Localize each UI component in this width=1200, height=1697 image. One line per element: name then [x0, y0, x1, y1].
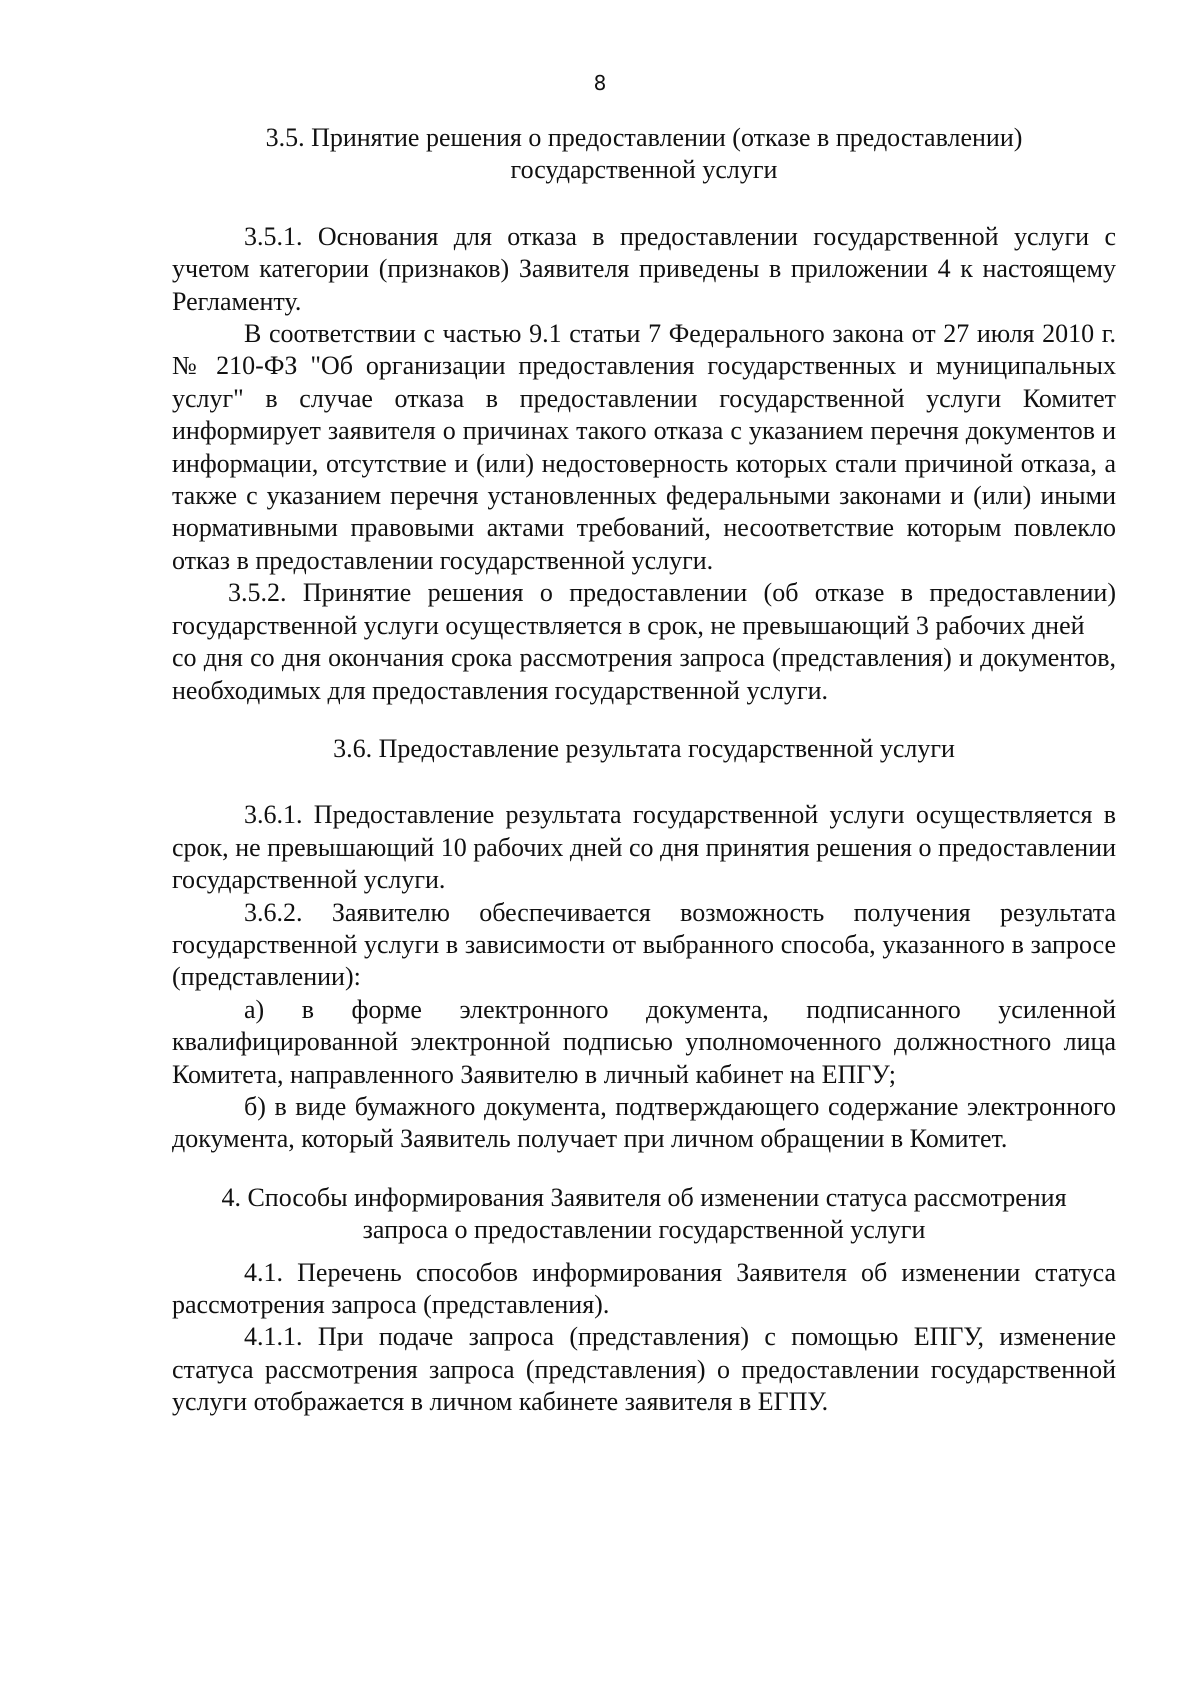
paragraph-3-5-2: 3.5.2. Принятие решения о предоставлении (об отказе в предоставлении) государственной услуги осуществляется в срок, не превышающий 3 рабочих дней [172, 578, 1116, 640]
page-number: 8 [593, 71, 607, 95]
paragraph-3-5-2-continued: со дня со дня окончания срока рассмотрения запроса (представления) и документов, необходимых для предоставления государственной услуги. [172, 643, 1116, 705]
paragraph-3-5-1: 3.5.1. Основания для отказа в предоставлении государственной услуги с учетом категории (признаков) Заявителя приведены в приложении 4 к настоящему Регламенту. [172, 221, 1116, 316]
paragraph-item-b: б) в виде бумажного документа, подтверждающего содержание электронного документа, который Заявитель получает при личном обращении в Комитет. [172, 1091, 1116, 1154]
section-3-5-heading-line-2: государственной услуги [510, 155, 778, 185]
paragraph-item-a: а) в форме электронного документа, подписанного усиленной квалифицированной электронной подписью уполномоченного должностного лица Комитета, направленного Заявителю в личный кабинет на ЕПГУ; [172, 994, 1116, 1089]
paragraph-3-6-1: 3.6.1. Предоставление результата государственной услуги осуществляется в срок, не превышающий 10 рабочих дней со дня принятия решения о предоставлении государственной услуги. [172, 800, 1116, 895]
section-4-heading-line-2: запроса о предоставлении государственной услуги [362, 1215, 926, 1245]
page-body [172, 122, 1116, 1419]
paragraph-3-5-1-continued: В соответствии с частью 9.1 статьи 7 Федерального закона от 27 июля 2010 г. № 210-ФЗ "Об организации предоставления государственных и муниципальных услуг" в случае отказа в предоставлении государственной услуги Комитет информирует заявителя о причинах такого отказа с указанием перечня документов и информации, отсутствие и (или) недостоверность которых стали причиной отказа, а также с указанием перечня установленных федеральными законами и (или) иными нормативными правовыми актами требований, несоответствие которым повлекло отказ в предоставлении государственной услуги. [172, 319, 1116, 575]
section-3-6-heading: 3.6. Предоставление результата государственной услуги [333, 733, 955, 763]
section-4-heading-line-1: 4. Способы информирования Заявителя об изменении статуса рассмотрения [221, 1182, 1067, 1212]
section-3-5-heading-line-1: 3.5. Принятие решения о предоставлении (отказе в предоставлении) [265, 123, 1023, 152]
paragraph-3-6-2: 3.6.2. Заявителю обеспечивается возможность получения результата государственной услуги в зависимости от выбранного способа, указанного в запросе (представлении): [172, 897, 1116, 992]
paragraph-4-1: 4.1. Перечень способов информирования Заявителя об изменении статуса рассмотрения запроса (представления). [172, 1257, 1116, 1319]
paragraph-4-1-1: 4.1.1. При подаче запроса (представления) с помощью ЕПГУ, изменение статуса рассмотрения запроса (представления) о предоставлении государственной услуги отображается в личном кабинете заявителя в ЕГПУ. [172, 1322, 1116, 1417]
